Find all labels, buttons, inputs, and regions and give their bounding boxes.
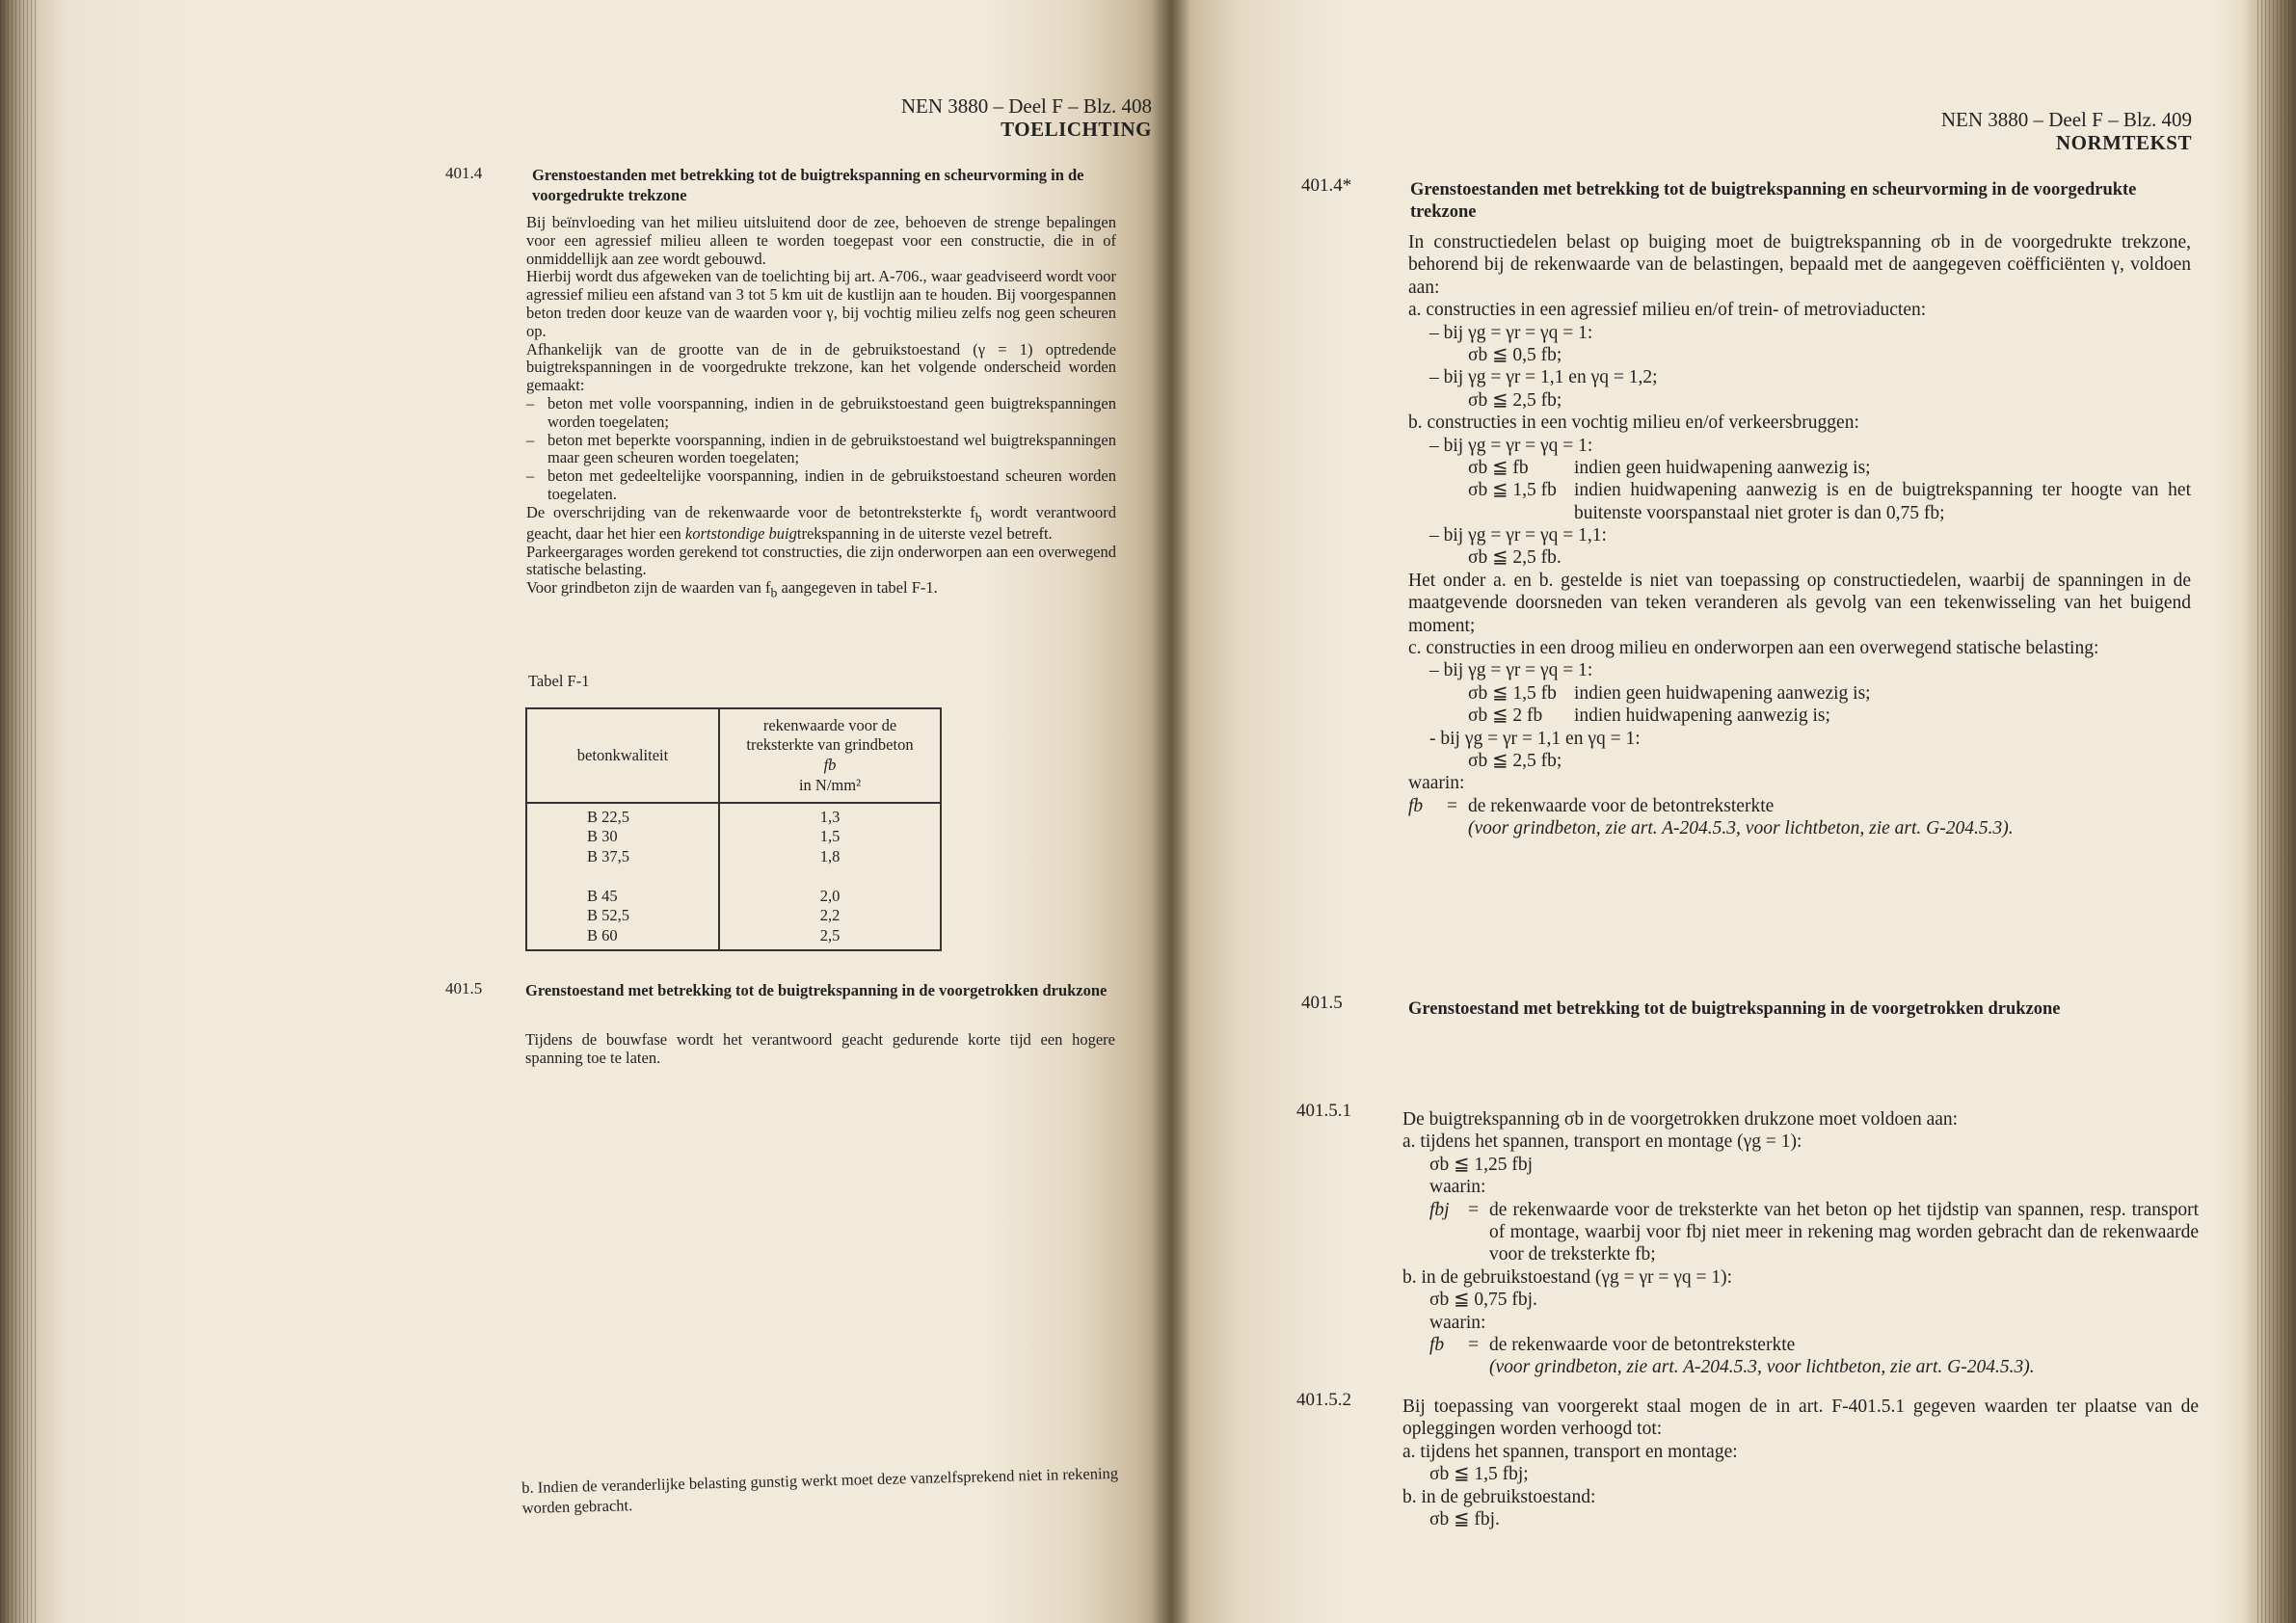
list-item: b. constructies in een vochtig milieu en/of verkeersbruggen: bbox=[1408, 412, 1859, 434]
paragraph: In constructiedelen belast op buiging moet de buigtrekspanning σb in de voorgedrukte trekzone, behorend bij de rekenwaarde van de belastingen, bepaald met de aangegeven coëfficiënten γ, voldoen aan: bbox=[1408, 232, 2191, 298]
reference: (voor grindbeton, zie art. A-204.5.3, voor lichtbeton, zie art. G-204.5.3). bbox=[1489, 1357, 2035, 1378]
label: waarin: bbox=[1429, 1312, 1486, 1333]
left-header-subtitle: TOELICHTING bbox=[1001, 118, 1152, 142]
condition: – bij γg = γr = γq = 1: bbox=[1429, 660, 1593, 681]
table-cell: 2,0 bbox=[819, 886, 841, 905]
table-cell: 1,8 bbox=[819, 846, 841, 865]
table-header-quality: betonkwaliteit bbox=[526, 708, 719, 803]
paragraph: Het onder a. en b. gestelde is niet van toepassing op constructiedelen, waarbij de spanningen in de maatgevende doorsneden van teken veranderen als gevolg van een tekenwisseling van het buigend moment; bbox=[1408, 570, 2191, 636]
right-page-header bbox=[1941, 108, 2192, 154]
formula: σb ≦ 0,5 fb; bbox=[1468, 344, 1562, 365]
page-edges-left bbox=[0, 0, 39, 1623]
formula-row: σb ≦ 1,5 fb indien huidwapening aanwezig is en de buigtrekspanning ter hoogte van het buitenste voorspanstaal niet groter is dan 0,75 fb; bbox=[1468, 480, 2191, 523]
list-item: – beton met beperkte voorspanning, indien in de gebruikstoestand wel buigtrekspanningen maar geen scheuren worden toegelaten; bbox=[526, 430, 1116, 467]
formula: σb ≦ 1,5 fbj; bbox=[1429, 1464, 1529, 1485]
formula-row: σb ≦ 1,5 fb indien geen huidwapening aanwezig is; bbox=[1468, 682, 1871, 704]
list-item: b. in de gebruikstoestand: bbox=[1402, 1486, 1596, 1507]
section-number: 401.5 bbox=[1301, 993, 1343, 1013]
section-number: 401.5.1 bbox=[1296, 1101, 1351, 1121]
table-f1 bbox=[525, 707, 942, 951]
definition: fb = de rekenwaarde voor de betontreksterkte bbox=[1429, 1334, 1796, 1355]
paragraph: Bij toepassing van voorgerekt staal mogen de in art. F-401.5.1 gegeven waarden ter plaatse van de opleggingen worden verhoogd tot: bbox=[1402, 1397, 2199, 1440]
footnote: b. Indien de veranderlijke belasting gunstig werkt moet deze vanzelfsprekend niet in rekening worden gebracht. bbox=[521, 1463, 1119, 1517]
table-cell: B 30 bbox=[587, 827, 618, 846]
list-item: c. constructies in een droog milieu en onderworpen aan een overwegend statische belasting: bbox=[1408, 638, 2099, 659]
formula: σb ≦ 2,5 fb; bbox=[1468, 750, 1562, 771]
definition: fbj = de rekenwaarde voor de treksterkte van het beton op het tijdstip van spannen, resp. transport of montage, waarbij voor fbj niet meer in rekening mag worden gebracht dan de rekenwaarde voor de treksterkte fb; bbox=[1429, 1199, 2199, 1265]
paragraph: Voor grindbeton zijn de waarden van $f_b$ aangegeven in tabel F-1. bbox=[526, 578, 938, 600]
table-caption: Tabel F-1 bbox=[528, 672, 590, 690]
reference: (voor grindbeton, zie art. A-204.5.3, voor lichtbeton, zie art. G-204.5.3). bbox=[1468, 818, 2014, 839]
left-section-401-4-body bbox=[526, 214, 1116, 600]
left-header-title: NEN 3880 – Deel F – Blz. 408 bbox=[900, 94, 1152, 118]
right-section-401-5-2-body bbox=[1402, 1396, 2199, 1530]
paragraph: Hierbij wordt dus afgeweken van de toelichting bij art. A-706., waar geadviseerd wordt voor agressief milieu een afstand van 3 tot 5 km uit de kustlijn aan te houden. Bij voorgespannen beton treden door keuze van de waarden voor γ, bij vochtig milieu zelfs nog geen scheuren op. bbox=[526, 267, 1116, 340]
condition: – bij γg = γr = γq = 1: bbox=[1429, 435, 1593, 456]
list-item: a. tijdens het spannen, transport en montage (γg = 1): bbox=[1402, 1131, 1802, 1153]
section-title: Grenstoestanden met betrekking tot de buigtrekspanning en scheurvorming in de voorgedrukte trekzone bbox=[532, 166, 1084, 204]
formula-row: σb ≦ 2 fb indien huidwapening aanwezig is; bbox=[1468, 705, 1830, 727]
section-number: 401.4* bbox=[1301, 175, 1352, 196]
condition: – bij γg = γr = γq = 1,1: bbox=[1429, 525, 1607, 546]
table-cell: B 22,5 bbox=[587, 807, 630, 826]
label: waarin: bbox=[1408, 773, 1465, 794]
condition: – bij γg = γr = γq = 1: bbox=[1429, 322, 1593, 343]
section-title: Grenstoestand met betrekking tot de buigtrekspanning in de voorgetrokken drukzone bbox=[1408, 999, 2061, 1019]
book-gutter bbox=[1152, 0, 1190, 1623]
condition: - bij γg = γr = 1,1 en γq = 1: bbox=[1429, 728, 1641, 749]
formula: σb ≦ 0,75 fbj. bbox=[1429, 1290, 1537, 1311]
list-item: – beton met gedeeltelijke voorspanning, indien in de gebruikstoestand scheuren worden toegelaten. bbox=[526, 466, 1116, 503]
paragraph: Afhankelijk van de grootte van de in de gebruikstoestand (γ = 1) optredende buigtrekspanningen in de voorgedrukte trekzone, kan het volgende onderscheid worden gemaakt: bbox=[526, 339, 1116, 395]
label: waarin: bbox=[1429, 1177, 1486, 1198]
list-item: a. constructies in een agressief milieu en/of trein- of metroviaducten: bbox=[1408, 300, 1927, 321]
page-edges-right bbox=[2257, 0, 2296, 1623]
table-cell: B 60 bbox=[587, 925, 618, 945]
paragraph: De overschrijding van de rekenwaarde voor de betontreksterkte $f_b$ wordt verantwoord geacht, daar het hier een kortstondige buigtrekspanning in de uiterste vezel betreft. bbox=[526, 502, 1116, 543]
formula-row: σb ≦ fb indien geen huidwapening aanwezig is; bbox=[1468, 457, 1871, 478]
right-header-title: NEN 3880 – Deel F – Blz. 409 bbox=[1940, 108, 2192, 131]
right-header-subtitle: NORMTEKST bbox=[2055, 131, 2192, 155]
condition: – bij γg = γr = 1,1 en γq = 1,2; bbox=[1429, 367, 1658, 388]
table-header-value: rekenwaarde voor de treksterkte van grindbeton fb in N/mm² bbox=[719, 708, 941, 803]
formula: σb ≦ fbj. bbox=[1429, 1508, 1500, 1530]
section-number: 401.5 bbox=[445, 979, 483, 998]
section-title: Grenstoestand met betrekking tot de buigtrekspanning in de voorgetrokken drukzone bbox=[525, 981, 1108, 999]
right-page bbox=[1171, 0, 2296, 1623]
table-cell: B 45 bbox=[587, 886, 618, 905]
table-cell: 2,2 bbox=[819, 906, 841, 925]
table-cell: 2,5 bbox=[819, 925, 841, 945]
table-cell: B 37,5 bbox=[587, 846, 630, 865]
table-cell: 1,3 bbox=[819, 807, 841, 826]
table-column-quality bbox=[526, 803, 719, 950]
table-column-value bbox=[719, 803, 941, 950]
formula: σb ≦ 2,5 fb. bbox=[1468, 547, 1562, 569]
list-item: a. tijdens het spannen, transport en montage: bbox=[1402, 1441, 1738, 1462]
section-number: 401.5.2 bbox=[1296, 1390, 1351, 1410]
right-section-401-4-body bbox=[1408, 231, 2191, 840]
paragraph: Parkeergarages worden gerekend tot constructies, die zijn onderworpen aan een overwegend statische belasting. bbox=[526, 542, 1116, 579]
definition: fb = de rekenwaarde voor de betontreksterkte bbox=[1408, 795, 1775, 816]
table-cell: 1,5 bbox=[819, 827, 841, 846]
formula: σb ≦ 2,5 fb; bbox=[1468, 389, 1562, 411]
paragraph: De buigtrekspanning σb in de voorgetrokken drukzone moet voldoen aan: bbox=[1402, 1109, 1959, 1130]
right-section-401-5-1-body bbox=[1402, 1108, 2199, 1379]
formula: σb ≦ 1,25 fbj bbox=[1429, 1154, 1534, 1175]
paragraph: Bij beïnvloeding van het milieu uitsluitend door de zee, behoeven de strenge bepalingen voor een agressief milieu alleen te worden toegepast voor een constructie, die in of onmiddellijk aan zee wordt gebouwd. bbox=[526, 213, 1116, 268]
list-item: – beton met volle voorspanning, indien in de gebruikstoestand geen buigtrekspanningen worden toegelaten; bbox=[526, 393, 1116, 431]
table-cell: B 52,5 bbox=[587, 906, 630, 925]
left-page-header bbox=[901, 94, 1152, 141]
list-item: b. in de gebruikstoestand (γg = γr = γq = 1): bbox=[1402, 1266, 1733, 1288]
section-title: Grenstoestanden met betrekking tot de buigtrekspanning en scheurvorming in de voorgedrukte trekzone bbox=[1410, 180, 2137, 223]
section-number: 401.4 bbox=[445, 164, 483, 182]
paragraph: Tijdens de bouwfase wordt het verantwoord geacht gedurende korte tijd een hogere spanning toe te laten. bbox=[525, 1030, 1115, 1067]
